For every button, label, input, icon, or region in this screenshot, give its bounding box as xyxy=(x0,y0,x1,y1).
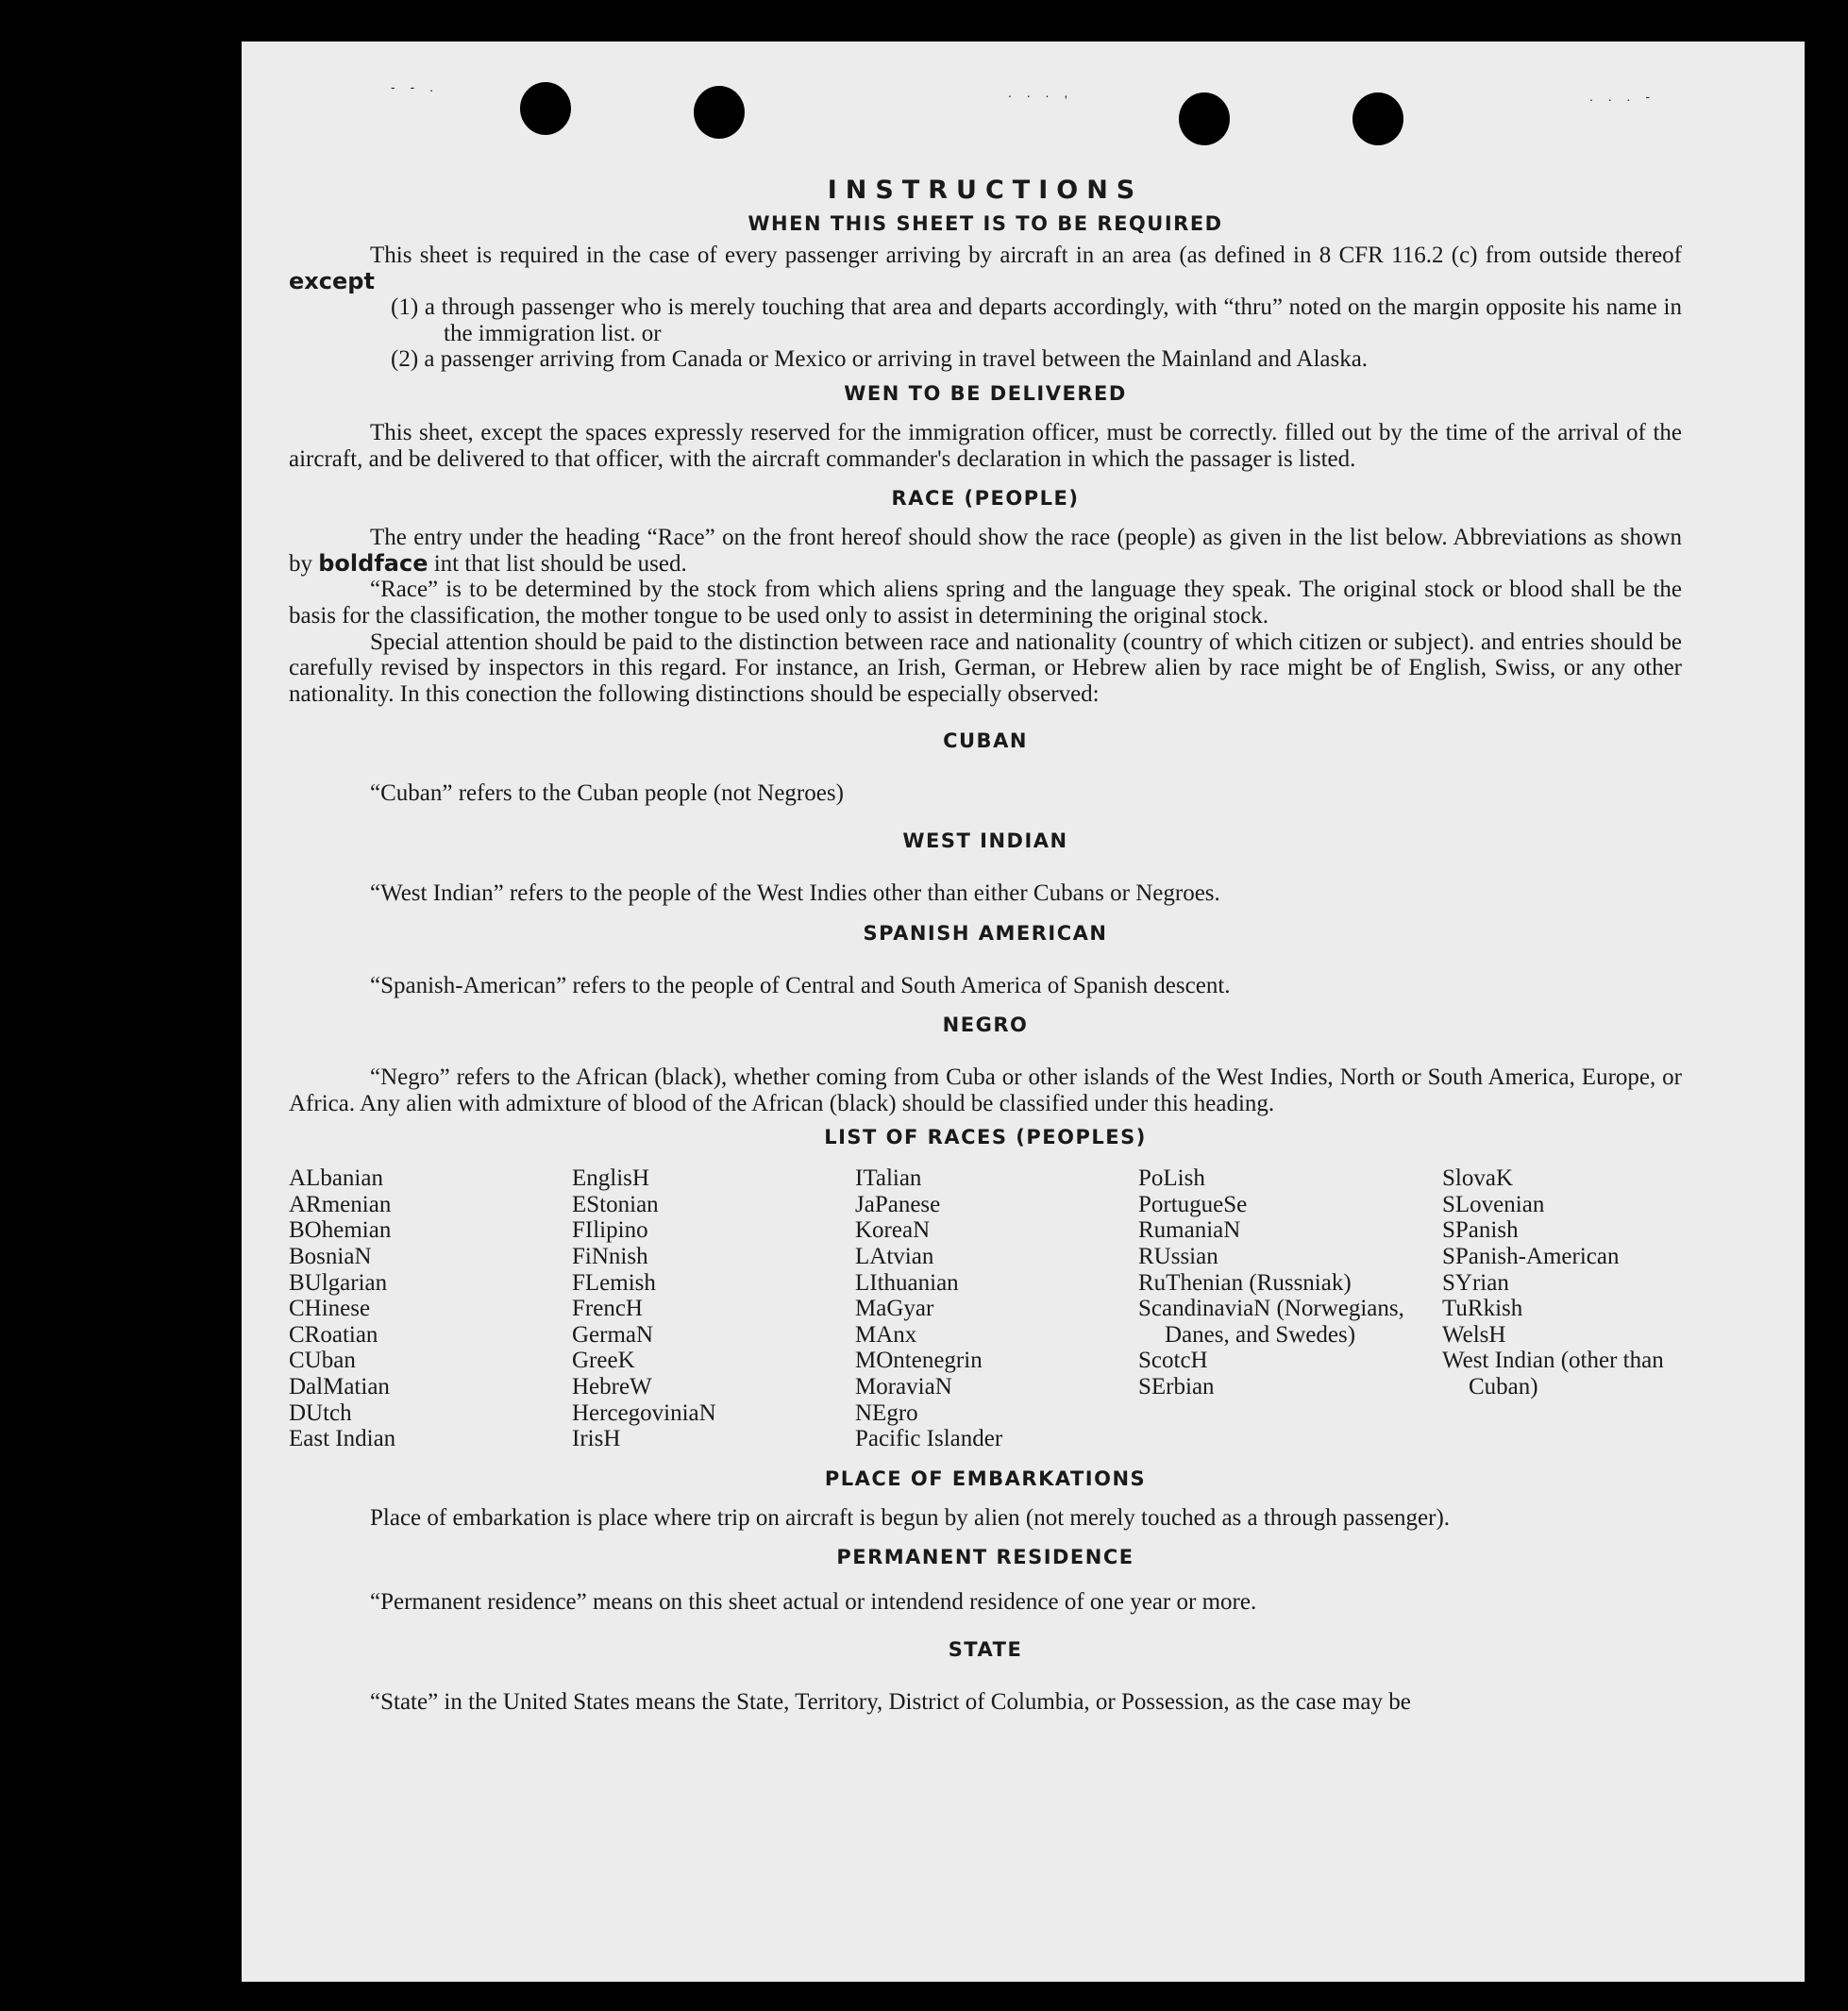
race-list xyxy=(289,1165,1682,1452)
race-list-item: WelsH xyxy=(1442,1321,1506,1348)
required-intro-text: This sheet is required in the case of every passenger arriving by aircraft in an area (as defined in 8 CFR 116.2 (c) from outside thereof xyxy=(370,243,1682,268)
race-list-item: NEgro xyxy=(855,1399,918,1426)
paragraph-required-intro xyxy=(289,243,1682,294)
race-list-item: RuThenian (Russniak) xyxy=(1138,1269,1352,1296)
race-list-item: SPanish xyxy=(1442,1217,1519,1244)
header-marks-right: . . . - xyxy=(1589,89,1655,104)
race-list-item: SLovenian xyxy=(1442,1191,1545,1217)
race-list-item: PoLish xyxy=(1138,1165,1205,1192)
heading-embarkation: PLACE OF EMBARKATIONS xyxy=(824,1466,1147,1490)
race-list-item: LIthuanian xyxy=(855,1269,959,1296)
race-list-item: GreeK xyxy=(572,1348,635,1374)
race-list-item: FIlipino xyxy=(572,1217,648,1244)
race-p1-text: The entry under the heading “Race” on the front hereof should show the race (people) as given in the list below. Abbreviations as shown by xyxy=(289,525,1682,577)
race-list-item: BosniaN xyxy=(289,1244,372,1270)
paragraph-race-1 xyxy=(289,525,1682,577)
header-marks-left: - - . xyxy=(391,79,439,94)
race-list-item: KoreaN xyxy=(855,1217,931,1244)
race-list-item: DUtch xyxy=(289,1399,352,1426)
race-list-item: HercegoviniaN xyxy=(572,1399,716,1426)
race-list-item: ITalian xyxy=(855,1165,922,1192)
race-list-item: ARmenian xyxy=(289,1191,392,1217)
exception-item-1: (1) a through passenger who is merely touching that area and departs accordingly, with “thru” noted on the margin opposite his name in the immigration list. or xyxy=(391,294,1682,346)
race-list-item: BOhemian xyxy=(289,1217,392,1244)
document-sheet xyxy=(242,42,1805,1982)
heading-spanish-american: SPANISH AMERICAN xyxy=(863,921,1108,945)
race-list-item: West Indian (other than Cuban) xyxy=(1442,1348,1664,1400)
race-list-item: JaPanese xyxy=(855,1191,941,1217)
punch-hole xyxy=(1179,92,1230,145)
race-list-item: RumaniaN xyxy=(1138,1217,1241,1244)
paragraph-embarkation: Place of embarkation is place where trip on aircraft is begun by alien (not merely touched as a through passenger). xyxy=(370,1504,1451,1531)
punch-hole xyxy=(520,82,571,135)
race-list-item: IrisH xyxy=(572,1426,621,1452)
race-list-item: MaGyar xyxy=(855,1296,934,1322)
paragraph-west-indian: “West Indian” refers to the people of the West Indies other than either Cubans or Negroes. xyxy=(370,880,1220,906)
paragraph-permanent-residence: “Permanent residence” means on this sheet actual or intendend residence of one year or more. xyxy=(370,1589,1257,1616)
race-list-item: EStonian xyxy=(572,1191,659,1217)
race-list-item: FLemish xyxy=(572,1269,656,1296)
race-list-item: ALbanian xyxy=(289,1165,383,1192)
paragraph-race-2: “Race” is to be determined by the stock from which aliens spring and the language they speak. The original stock or blood shall be the basis for the classification, the mother tongue to be used only to assist in determining the original stock. xyxy=(289,577,1682,628)
page-title: INSTRUCTIONS xyxy=(827,176,1144,205)
race-list-item: SErbian xyxy=(1138,1374,1215,1400)
race-list-item: TuRkish xyxy=(1442,1296,1523,1322)
race-column-3 xyxy=(855,1165,1138,1452)
heading-state: STATE xyxy=(948,1638,1023,1661)
race-column-5 xyxy=(1442,1165,1682,1452)
race-list-item: GermaN xyxy=(572,1321,654,1348)
race-list-item: MoraviaN xyxy=(855,1374,952,1400)
paragraph-spanish-american: “Spanish-American” refers to the people of Central and South America of Spanish descent. xyxy=(370,972,1231,998)
race-list-item: CRoatian xyxy=(289,1321,378,1348)
heading-negro: NEGRO xyxy=(942,1014,1029,1037)
race-list-item: East Indian xyxy=(289,1426,396,1452)
race-list-item: EnglisH xyxy=(572,1165,649,1192)
except-bold: except xyxy=(289,267,375,294)
race-list-item: BUlgarian xyxy=(289,1269,388,1296)
heading-permanent-residence: PERMANENT RESIDENCE xyxy=(836,1546,1134,1569)
race-list-item: HebreW xyxy=(572,1374,652,1400)
paragraph-cuban: “Cuban” refers to the Cuban people (not Negroes) xyxy=(370,780,844,807)
race-list-item: SYrian xyxy=(1442,1269,1509,1296)
boldface-bold: boldface xyxy=(318,549,428,577)
header-marks-middle: . . . , xyxy=(1008,85,1074,100)
instructions-content xyxy=(289,176,1682,1716)
race-list-item: CHinese xyxy=(289,1296,371,1322)
race-list-item: MAnx xyxy=(855,1321,917,1348)
race-p1-end: int that list should be used. xyxy=(433,550,687,577)
race-list-item: Pacific Islander xyxy=(855,1426,1003,1452)
race-list-item: PortugueSe xyxy=(1138,1191,1248,1217)
race-list-item: ScotcH xyxy=(1138,1348,1208,1374)
race-list-item: MOntenegrin xyxy=(855,1348,983,1374)
race-list-item: SPanish-American xyxy=(1442,1244,1620,1270)
race-column-1 xyxy=(289,1165,572,1452)
heading-when-required: WHEN THIS SHEET IS TO BE REQUIRED xyxy=(748,212,1223,235)
race-list-item: SlovaK xyxy=(1442,1165,1513,1192)
heading-list-of-races: LIST OF RACES (PEOPLES) xyxy=(824,1126,1147,1149)
paragraph-negro: “Negro” refers to the African (black), whether coming from Cuba or other islands of the West Indies, North or South America, Europe, or Africa. Any alien with admixture of blood of the African (black) should be classified under this heading. xyxy=(289,1064,1682,1116)
punch-hole xyxy=(1352,92,1403,145)
race-list-item: DalMatian xyxy=(289,1374,390,1400)
heading-race: RACE (PEOPLE) xyxy=(891,487,1080,511)
race-column-4 xyxy=(1138,1165,1442,1452)
race-list-item: LAtvian xyxy=(855,1244,934,1270)
paragraph-race-3: Special attention should be paid to the distinction between race and nationality (country of which citizen or subject). and entries should be carefully revised by inspectors in this regard. For instance, an Irish, German, or Hebrew alien by race might be of English, Swiss, or any other nationality. In this conection the following distinctions should be especially observed: xyxy=(289,628,1682,707)
heading-cuban: CUBAN xyxy=(943,729,1028,753)
race-list-item: ScandinaviaN (Norwegians, Danes, and Swedes) xyxy=(1138,1296,1404,1348)
exception-item-2: (2) a passenger arriving from Canada or Mexico or arriving in travel between the Mainland and Alaska. xyxy=(391,346,1369,373)
paragraph-delivered: This sheet, except the spaces expressly reserved for the immigration officer, must be correctly. filled out by the time of the arrival of the aircraft, and be delivered to that officer, with the aircraft commander's declaration in which the passager is listed. xyxy=(289,419,1682,472)
punch-hole xyxy=(694,86,745,139)
race-list-item: FrencH xyxy=(572,1296,643,1322)
paragraph-state: “State” in the United States means the State, Territory, District of Columbia, or Possession, as the case may be xyxy=(370,1689,1411,1715)
race-list-item: FiNnish xyxy=(572,1244,648,1270)
race-column-2 xyxy=(572,1165,855,1452)
heading-when-delivered: WEN TO BE DELIVERED xyxy=(844,381,1127,405)
race-list-item: RUssian xyxy=(1138,1244,1218,1270)
heading-west-indian: WEST INDIAN xyxy=(902,829,1068,852)
race-list-item: CUban xyxy=(289,1348,356,1374)
